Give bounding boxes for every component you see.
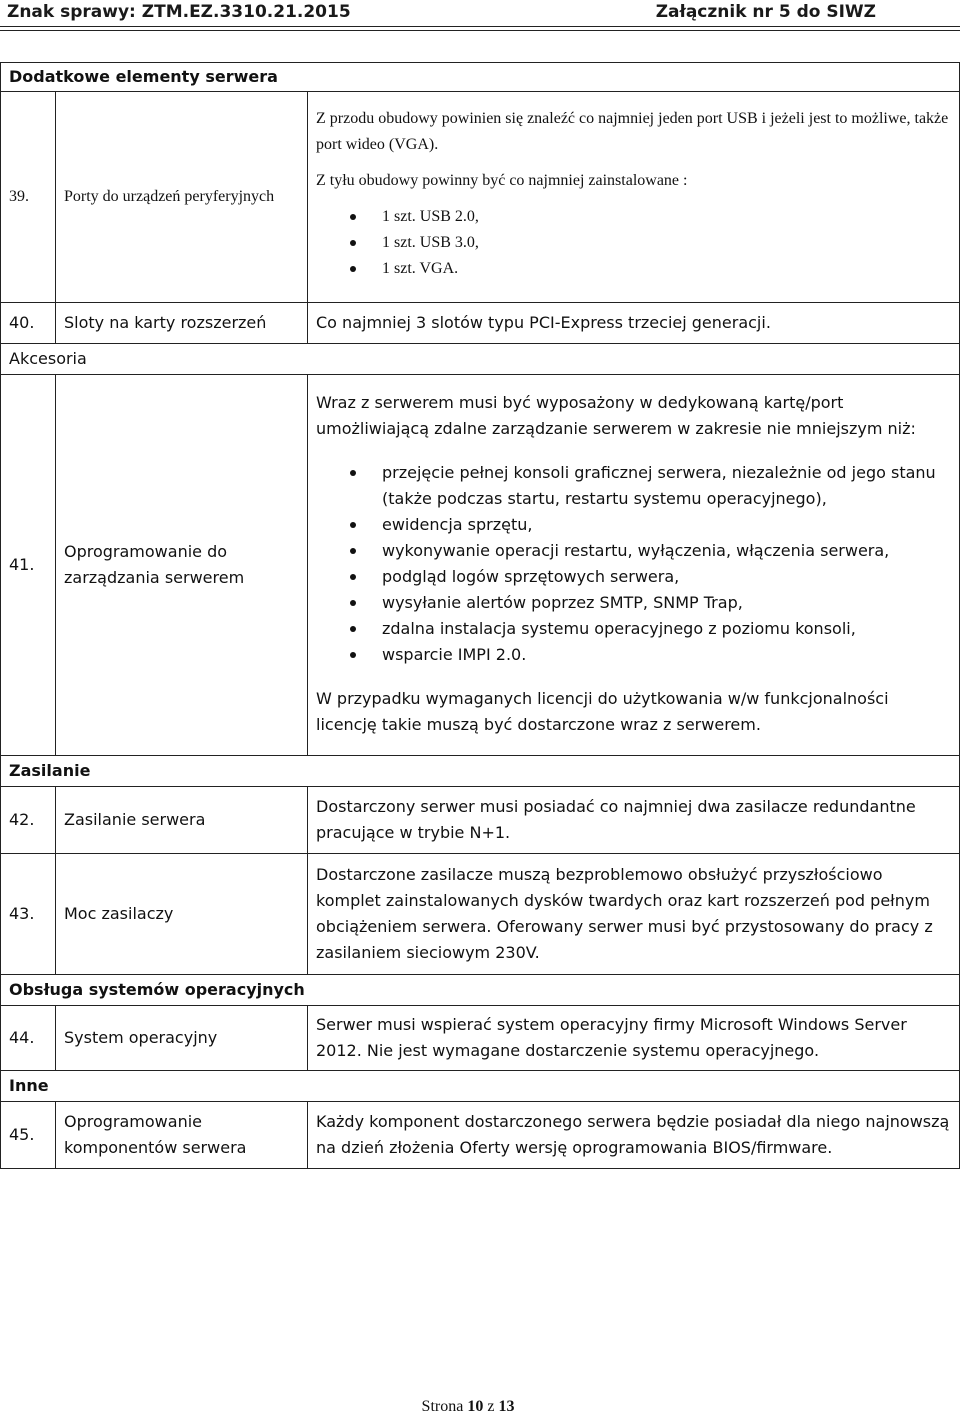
row-description: Dostarczony serwer musi posiadać co najmniej dwa zasilacze redundantne pracujące w trybie N+1.	[308, 787, 960, 854]
list-item: wykonywanie operacji restartu, wyłączenia, włączenia serwera,	[316, 538, 951, 564]
page-header	[0, 0, 960, 26]
list-item: 1 szt. USB 2.0,	[316, 204, 951, 230]
row-number: 39.	[1, 92, 56, 303]
row-number: 41.	[1, 375, 56, 756]
row-description: Każdy komponent dostarczonego serwera będzie posiadał dla niego najnowszą na dzień złożenia Oferty wersję oprogramowania BIOS/firmware.	[308, 1102, 960, 1169]
row-description: Dostarczone zasilacze muszą bezproblemowo obsłużyć przyszłościowo komplet zainstalowanych dysków twardych oraz kart rozszerzeń pod pełnym obciążeniem serwera. Oferowany serwer musi być przystosowany do pracy z zasilaniem sieciowym 230V.	[308, 854, 960, 975]
list-item: podgląd logów sprzętowych serwera,	[316, 564, 951, 590]
spec-table	[0, 62, 960, 1169]
row-number: 45.	[1, 1102, 56, 1169]
bullet-icon	[350, 522, 356, 528]
page-footer	[0, 1398, 936, 1416]
bullet-icon	[350, 266, 356, 272]
list-item: zdalna instalacja systemu operacyjnego z poziomu konsoli,	[316, 616, 951, 642]
row-number: 44.	[1, 1006, 56, 1071]
footer-prefix: Strona	[421, 1398, 464, 1415]
row-outro: W przypadku wymaganych licencji do użytkowania w/w funkcjonalności licencję takie muszą być dostarczone wraz z serwerem.	[316, 689, 889, 734]
bullet-icon	[350, 214, 356, 220]
header-rule	[0, 26, 960, 27]
row-description: Co najmniej 3 slotów typu PCI-Express trzeciej generacji.	[308, 303, 960, 344]
list-item: wysyłanie alertów poprzez SMTP, SNMP Trap,	[316, 590, 951, 616]
section-row	[1, 1071, 960, 1102]
section-row	[1, 344, 960, 375]
table-row	[1, 303, 960, 344]
bullet-icon	[350, 600, 356, 606]
row-name: Porty do urządzeń peryferyjnych	[56, 92, 308, 303]
table-row	[1, 854, 960, 975]
section-row	[1, 63, 960, 92]
list-item: 1 szt. VGA.	[316, 256, 951, 282]
section-accessories: Akcesoria	[1, 344, 960, 375]
section-row	[1, 756, 960, 787]
table-row	[1, 375, 960, 756]
table-row	[1, 92, 960, 303]
footer-page-total: 13	[498, 1398, 515, 1415]
management-list	[316, 460, 951, 668]
section-row	[1, 975, 960, 1006]
footer-separator: z	[487, 1398, 495, 1415]
attachment-label: Załącznik nr 5 do SIWZ	[655, 2, 876, 22]
case-number: Znak sprawy: ZTM.EZ.3310.21.2015	[7, 2, 351, 22]
row-description: Serwer musi wspierać system operacyjny firmy Microsoft Windows Server 2012. Nie jest wymagane dostarczenie systemu operacyjnego.	[308, 1006, 960, 1071]
bullet-icon	[350, 652, 356, 658]
bullet-icon	[350, 548, 356, 554]
section-other: Inne	[1, 1071, 960, 1102]
row-name: System operacyjny	[56, 1006, 308, 1071]
row-description	[308, 92, 960, 303]
bullet-icon	[350, 240, 356, 246]
port-list	[316, 204, 951, 282]
section-os: Obsługa systemów operacyjnych	[1, 975, 960, 1006]
list-item: ewidencja sprzętu,	[316, 512, 951, 538]
row-number: 40.	[1, 303, 56, 344]
row-name: Zasilanie serwera	[56, 787, 308, 854]
row-intro: Z przodu obudowy powinien się znaleźć co najmniej jeden port USB i jeżeli jest to możliwe, także port wideo (VGA).	[316, 110, 949, 153]
row-number: 43.	[1, 854, 56, 975]
row-description	[308, 375, 960, 756]
row-name: Oprogramowanie komponentów serwera	[56, 1102, 308, 1169]
list-item: przejęcie pełnej konsoli graficznej serwera, niezależnie od jego stanu (także podczas startu, restartu systemu operacyjnego),	[316, 460, 951, 512]
list-item: wsparcie IMPI 2.0.	[316, 642, 951, 668]
row-back-ports: Z tyłu obudowy powinny być co najmniej zainstalowane :	[316, 172, 688, 189]
bullet-icon	[350, 626, 356, 632]
section-power: Zasilanie	[1, 756, 960, 787]
table-row	[1, 1006, 960, 1071]
row-intro: Wraz z serwerem musi być wyposażony w dedykowaną kartę/port umożliwiającą zdalne zarządzanie serwerem w zakresie nie mniejszym niż:	[316, 393, 916, 438]
list-item: 1 szt. USB 3.0,	[316, 230, 951, 256]
section-extra: Dodatkowe elementy serwera	[1, 63, 960, 92]
header-rule-second	[0, 30, 960, 31]
table-row	[1, 787, 960, 854]
row-number: 42.	[1, 787, 56, 854]
bullet-icon	[350, 574, 356, 580]
row-name: Sloty na karty rozszerzeń	[56, 303, 308, 344]
table-row	[1, 1102, 960, 1169]
bullet-icon	[350, 470, 356, 476]
footer-page-number: 10	[467, 1398, 484, 1415]
row-name: Moc zasilaczy	[56, 854, 308, 975]
row-name: Oprogramowanie do zarządzania serwerem	[56, 375, 308, 756]
